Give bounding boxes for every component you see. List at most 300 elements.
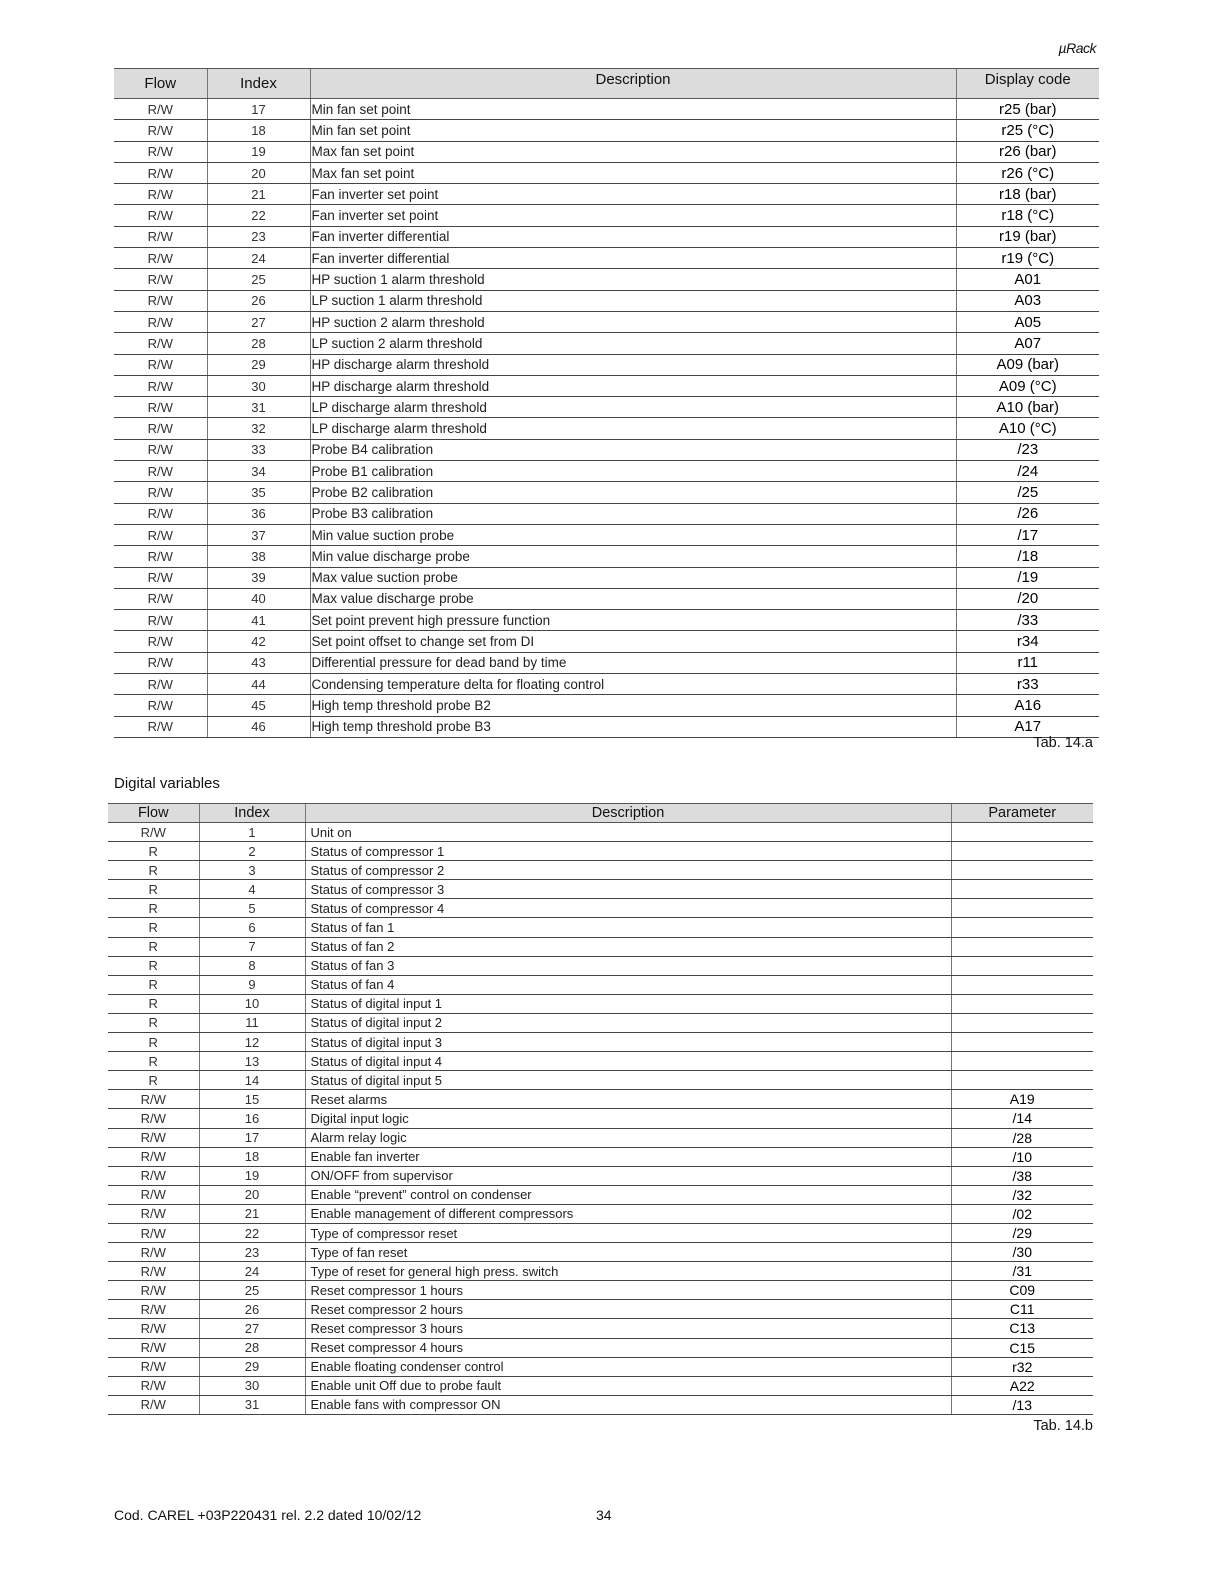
- cell-index: 17: [207, 99, 310, 120]
- cell-index: 18: [207, 120, 310, 141]
- cell-flow: R/W: [114, 397, 207, 418]
- table-row: [114, 333, 1099, 354]
- cell-flow: R/W: [108, 1281, 199, 1300]
- cell-description: Status of fan 1: [305, 918, 951, 937]
- table-row: [108, 1090, 1093, 1109]
- cell-display-code: /23: [956, 439, 1099, 460]
- cell-flow: R/W: [108, 1319, 199, 1338]
- table-row: [114, 674, 1099, 695]
- cell-index: 10: [199, 994, 305, 1013]
- table-row: [114, 418, 1099, 439]
- cell-index: 31: [207, 397, 310, 418]
- footer-page-number: 34: [596, 1507, 612, 1523]
- table-row: [114, 290, 1099, 311]
- table-row: [114, 716, 1099, 737]
- cell-index: 29: [199, 1357, 305, 1376]
- column-header-description: Description: [310, 69, 956, 99]
- cell-display-code: /25: [956, 482, 1099, 503]
- cell-index: 17: [199, 1128, 305, 1147]
- cell-index: 18: [199, 1147, 305, 1166]
- table-row: [114, 162, 1099, 183]
- cell-index: 5: [199, 899, 305, 918]
- cell-description: Type of fan reset: [305, 1243, 951, 1262]
- cell-index: 13: [199, 1052, 305, 1071]
- cell-flow: R/W: [114, 418, 207, 439]
- cell-description: Status of compressor 3: [305, 880, 951, 899]
- table-row: [114, 695, 1099, 716]
- cell-display-code: A17: [956, 716, 1099, 737]
- table-row: [108, 880, 1093, 899]
- cell-index: 25: [199, 1281, 305, 1300]
- table-row: [114, 631, 1099, 652]
- cell-display-code: A03: [956, 290, 1099, 311]
- digital-variables-table: [108, 803, 1093, 1415]
- cell-description: Reset alarms: [305, 1090, 951, 1109]
- cell-parameter: /10: [951, 1147, 1093, 1166]
- cell-description: LP discharge alarm threshold: [310, 397, 956, 418]
- cell-description: Status of compressor 4: [305, 899, 951, 918]
- cell-parameter: /31: [951, 1262, 1093, 1281]
- cell-index: 19: [199, 1166, 305, 1185]
- cell-index: 7: [199, 937, 305, 956]
- cell-index: 15: [199, 1090, 305, 1109]
- table-row: [108, 1204, 1093, 1223]
- cell-parameter: /28: [951, 1128, 1093, 1147]
- cell-display-code: /20: [956, 588, 1099, 609]
- column-header-index: Index: [199, 804, 305, 823]
- table-row: [108, 1128, 1093, 1147]
- cell-index: 43: [207, 652, 310, 673]
- cell-display-code: r25 (bar): [956, 99, 1099, 120]
- table-row: [108, 1357, 1093, 1376]
- table-row: [108, 1281, 1093, 1300]
- cell-display-code: r18 (°C): [956, 205, 1099, 226]
- cell-description: Status of digital input 1: [305, 994, 951, 1013]
- table-row: [108, 899, 1093, 918]
- cell-parameter: [951, 899, 1093, 918]
- cell-display-code: r18 (bar): [956, 184, 1099, 205]
- cell-description: Alarm relay logic: [305, 1128, 951, 1147]
- cell-display-code: /19: [956, 567, 1099, 588]
- cell-display-code: A16: [956, 695, 1099, 716]
- cell-description: Status of compressor 2: [305, 861, 951, 880]
- cell-parameter: [951, 1033, 1093, 1052]
- cell-description: Status of digital input 2: [305, 1013, 951, 1032]
- cell-flow: R/W: [114, 610, 207, 631]
- cell-index: 25: [207, 269, 310, 290]
- table-row: [114, 610, 1099, 631]
- cell-flow: R/W: [108, 1128, 199, 1147]
- cell-parameter: C09: [951, 1281, 1093, 1300]
- table-row: [108, 1262, 1093, 1281]
- cell-description: Status of digital input 3: [305, 1033, 951, 1052]
- cell-parameter: /14: [951, 1109, 1093, 1128]
- table-row: [114, 567, 1099, 588]
- cell-flow: R/W: [108, 1243, 199, 1262]
- cell-index: 23: [207, 226, 310, 247]
- cell-flow: R/W: [114, 226, 207, 247]
- cell-description: Probe B2 calibration: [310, 482, 956, 503]
- cell-description: Type of reset for general high press. switch: [305, 1262, 951, 1281]
- digital-variables-body: [108, 823, 1093, 1415]
- cell-display-code: A10 (bar): [956, 397, 1099, 418]
- cell-display-code: r19 (bar): [956, 226, 1099, 247]
- cell-index: 21: [199, 1204, 305, 1223]
- cell-display-code: /17: [956, 524, 1099, 545]
- cell-index: 11: [199, 1013, 305, 1032]
- cell-flow: R: [108, 861, 199, 880]
- cell-flow: R/W: [114, 567, 207, 588]
- cell-description: Reset compressor 1 hours: [305, 1281, 951, 1300]
- table-row: [108, 1109, 1093, 1128]
- cell-parameter: [951, 1052, 1093, 1071]
- cell-flow: R/W: [108, 1376, 199, 1395]
- table-row: [108, 1147, 1093, 1166]
- cell-flow: R/W: [108, 1109, 199, 1128]
- analog-variables-table: [114, 68, 1099, 738]
- table-row: [114, 503, 1099, 524]
- cell-description: Max value suction probe: [310, 567, 956, 588]
- cell-flow: R/W: [114, 99, 207, 120]
- cell-display-code: /18: [956, 546, 1099, 567]
- cell-index: 29: [207, 354, 310, 375]
- cell-display-code: /24: [956, 461, 1099, 482]
- column-header-parameter: Parameter: [951, 804, 1093, 823]
- cell-flow: R/W: [114, 205, 207, 226]
- cell-flow: R/W: [108, 1395, 199, 1414]
- cell-flow: R: [108, 994, 199, 1013]
- cell-index: 30: [199, 1376, 305, 1395]
- cell-index: 16: [199, 1109, 305, 1128]
- cell-description: HP suction 2 alarm threshold: [310, 311, 956, 332]
- cell-flow: R/W: [114, 588, 207, 609]
- cell-description: High temp threshold probe B3: [310, 716, 956, 737]
- cell-flow: R/W: [114, 546, 207, 567]
- cell-flow: R: [108, 975, 199, 994]
- cell-index: 8: [199, 956, 305, 975]
- cell-flow: R/W: [114, 524, 207, 545]
- cell-description: Condensing temperature delta for floating control: [310, 674, 956, 695]
- table-row: [114, 184, 1099, 205]
- table-header-row: [114, 69, 1099, 99]
- cell-parameter: [951, 880, 1093, 899]
- cell-description: LP discharge alarm threshold: [310, 418, 956, 439]
- cell-description: Enable fan inverter: [305, 1147, 951, 1166]
- cell-index: 31: [199, 1395, 305, 1414]
- table-row: [114, 482, 1099, 503]
- cell-description: Status of digital input 5: [305, 1071, 951, 1090]
- cell-flow: R/W: [114, 631, 207, 652]
- cell-parameter: [951, 1071, 1093, 1090]
- cell-description: Status of digital input 4: [305, 1052, 951, 1071]
- cell-index: 22: [207, 205, 310, 226]
- cell-parameter: /13: [951, 1395, 1093, 1414]
- cell-flow: R/W: [108, 1338, 199, 1357]
- cell-flow: R: [108, 1013, 199, 1032]
- cell-description: Reset compressor 3 hours: [305, 1319, 951, 1338]
- cell-index: 46: [207, 716, 310, 737]
- cell-index: 33: [207, 439, 310, 460]
- cell-flow: R/W: [108, 1262, 199, 1281]
- table-caption-b: Tab. 14.b: [1033, 1418, 1093, 1434]
- cell-flow: R/W: [108, 1204, 199, 1223]
- table-row: [108, 1013, 1093, 1032]
- table-row: [108, 937, 1093, 956]
- cell-index: 2: [199, 842, 305, 861]
- cell-index: 6: [199, 918, 305, 937]
- table-row: [114, 248, 1099, 269]
- cell-index: 27: [207, 311, 310, 332]
- table-row: [114, 588, 1099, 609]
- table-row: [108, 1223, 1093, 1242]
- cell-flow: R/W: [114, 652, 207, 673]
- cell-description: Status of fan 4: [305, 975, 951, 994]
- cell-index: 23: [199, 1243, 305, 1262]
- cell-display-code: A05: [956, 311, 1099, 332]
- brand-logo: µRack: [1058, 40, 1096, 56]
- cell-index: 12: [199, 1033, 305, 1052]
- section-title-digital-variables: Digital variables: [114, 775, 220, 792]
- cell-display-code: A10 (°C): [956, 418, 1099, 439]
- cell-index: 26: [207, 290, 310, 311]
- cell-flow: R/W: [108, 823, 199, 842]
- cell-description: Probe B1 calibration: [310, 461, 956, 482]
- cell-display-code: r26 (°C): [956, 162, 1099, 183]
- cell-parameter: [951, 861, 1093, 880]
- cell-parameter: [951, 975, 1093, 994]
- cell-display-code: r33: [956, 674, 1099, 695]
- cell-description: Fan inverter set point: [310, 205, 956, 226]
- table-row: [114, 439, 1099, 460]
- table-row: [114, 269, 1099, 290]
- cell-description: Set point offset to change set from DI: [310, 631, 956, 652]
- cell-flow: R/W: [114, 439, 207, 460]
- cell-description: Type of compressor reset: [305, 1223, 951, 1242]
- cell-description: LP suction 1 alarm threshold: [310, 290, 956, 311]
- cell-parameter: r32: [951, 1357, 1093, 1376]
- cell-description: Reset compressor 2 hours: [305, 1300, 951, 1319]
- cell-index: 30: [207, 375, 310, 396]
- cell-index: 24: [199, 1262, 305, 1281]
- cell-description: Enable fans with compressor ON: [305, 1395, 951, 1414]
- cell-description: Probe B3 calibration: [310, 503, 956, 524]
- cell-description: Enable management of different compressors: [305, 1204, 951, 1223]
- cell-parameter: C15: [951, 1338, 1093, 1357]
- cell-flow: R/W: [114, 695, 207, 716]
- cell-description: Fan inverter differential: [310, 248, 956, 269]
- cell-index: 9: [199, 975, 305, 994]
- cell-display-code: r11: [956, 652, 1099, 673]
- cell-parameter: [951, 994, 1093, 1013]
- table-row: [108, 1319, 1093, 1338]
- cell-description: Max value discharge probe: [310, 588, 956, 609]
- cell-flow: R/W: [114, 674, 207, 695]
- cell-index: 38: [207, 546, 310, 567]
- table-row: [108, 1052, 1093, 1071]
- table-row: [108, 1071, 1093, 1090]
- cell-flow: R/W: [108, 1223, 199, 1242]
- column-header-description: Description: [305, 804, 951, 823]
- table-row: [108, 823, 1093, 842]
- cell-index: 27: [199, 1319, 305, 1338]
- cell-flow: R: [108, 937, 199, 956]
- cell-index: 44: [207, 674, 310, 695]
- cell-parameter: /32: [951, 1185, 1093, 1204]
- cell-flow: R/W: [114, 375, 207, 396]
- analog-variables-body: [114, 99, 1099, 738]
- cell-flow: R: [108, 1052, 199, 1071]
- cell-index: 3: [199, 861, 305, 880]
- cell-index: 4: [199, 880, 305, 899]
- table-row: [108, 956, 1093, 975]
- cell-display-code: A09 (bar): [956, 354, 1099, 375]
- cell-flow: R/W: [114, 333, 207, 354]
- table-row: [114, 141, 1099, 162]
- cell-description: Differential pressure for dead band by time: [310, 652, 956, 673]
- column-header-display-code: Display code: [956, 69, 1099, 99]
- cell-flow: R: [108, 956, 199, 975]
- cell-flow: R/W: [114, 354, 207, 375]
- cell-flow: R: [108, 899, 199, 918]
- cell-flow: R/W: [114, 120, 207, 141]
- column-header-flow: Flow: [114, 69, 207, 99]
- cell-index: 20: [207, 162, 310, 183]
- cell-index: 14: [199, 1071, 305, 1090]
- table-row: [108, 861, 1093, 880]
- cell-index: 39: [207, 567, 310, 588]
- cell-description: Probe B4 calibration: [310, 439, 956, 460]
- cell-index: 24: [207, 248, 310, 269]
- cell-parameter: A22: [951, 1376, 1093, 1395]
- cell-display-code: r25 (°C): [956, 120, 1099, 141]
- table-row: [108, 1185, 1093, 1204]
- cell-flow: R/W: [114, 716, 207, 737]
- cell-description: High temp threshold probe B2: [310, 695, 956, 716]
- cell-parameter: C13: [951, 1319, 1093, 1338]
- cell-display-code: /33: [956, 610, 1099, 631]
- cell-description: Status of fan 3: [305, 956, 951, 975]
- table-row: [108, 1376, 1093, 1395]
- cell-description: Set point prevent high pressure function: [310, 610, 956, 631]
- cell-index: 21: [207, 184, 310, 205]
- cell-parameter: A19: [951, 1090, 1093, 1109]
- cell-index: 36: [207, 503, 310, 524]
- cell-flow: R/W: [114, 482, 207, 503]
- cell-index: 42: [207, 631, 310, 652]
- cell-index: 26: [199, 1300, 305, 1319]
- table-caption-a: Tab. 14.a: [1033, 735, 1093, 751]
- cell-description: Max fan set point: [310, 141, 956, 162]
- cell-index: 40: [207, 588, 310, 609]
- table-row: [114, 226, 1099, 247]
- cell-parameter: /38: [951, 1166, 1093, 1185]
- cell-flow: R: [108, 880, 199, 899]
- table-row: [108, 994, 1093, 1013]
- cell-flow: R: [108, 918, 199, 937]
- cell-flow: R/W: [114, 162, 207, 183]
- table-row: [108, 1395, 1093, 1414]
- cell-parameter: [951, 956, 1093, 975]
- cell-description: Enable unit Off due to probe fault: [305, 1376, 951, 1395]
- table-row: [114, 205, 1099, 226]
- table-row: [108, 918, 1093, 937]
- cell-index: 19: [207, 141, 310, 162]
- cell-flow: R: [108, 842, 199, 861]
- cell-flow: R/W: [114, 248, 207, 269]
- cell-flow: R/W: [108, 1357, 199, 1376]
- cell-flow: R/W: [114, 311, 207, 332]
- table-row: [114, 397, 1099, 418]
- cell-parameter: [951, 823, 1093, 842]
- cell-flow: R/W: [114, 503, 207, 524]
- cell-description: Status of fan 2: [305, 937, 951, 956]
- cell-flow: R/W: [108, 1300, 199, 1319]
- cell-index: 22: [199, 1223, 305, 1242]
- cell-description: Enable “prevent” control on condenser: [305, 1185, 951, 1204]
- cell-description: HP discharge alarm threshold: [310, 375, 956, 396]
- cell-display-code: A09 (°C): [956, 375, 1099, 396]
- column-header-index: Index: [207, 69, 310, 99]
- cell-parameter: C11: [951, 1300, 1093, 1319]
- cell-description: Enable floating condenser control: [305, 1357, 951, 1376]
- table-row: [114, 652, 1099, 673]
- cell-display-code: r26 (bar): [956, 141, 1099, 162]
- cell-display-code: A01: [956, 269, 1099, 290]
- table-row: [108, 1166, 1093, 1185]
- table-row: [108, 1300, 1093, 1319]
- cell-parameter: /29: [951, 1223, 1093, 1242]
- cell-description: Min fan set point: [310, 120, 956, 141]
- cell-parameter: [951, 918, 1093, 937]
- cell-index: 35: [207, 482, 310, 503]
- cell-parameter: /02: [951, 1204, 1093, 1223]
- cell-index: 45: [207, 695, 310, 716]
- table-header-row: [108, 804, 1093, 823]
- cell-parameter: [951, 842, 1093, 861]
- footer-document-code: Cod. CAREL +03P220431 rel. 2.2 dated 10/02/12: [114, 1507, 422, 1523]
- cell-flow: R/W: [108, 1166, 199, 1185]
- table-row: [108, 1033, 1093, 1052]
- cell-flow: R/W: [114, 141, 207, 162]
- cell-index: 28: [207, 333, 310, 354]
- cell-display-code: r34: [956, 631, 1099, 652]
- cell-parameter: [951, 937, 1093, 956]
- cell-description: Min value suction probe: [310, 524, 956, 545]
- cell-flow: R/W: [114, 461, 207, 482]
- cell-description: Unit on: [305, 823, 951, 842]
- cell-description: Fan inverter set point: [310, 184, 956, 205]
- table-row: [114, 546, 1099, 567]
- cell-flow: R: [108, 1071, 199, 1090]
- cell-flow: R/W: [108, 1147, 199, 1166]
- cell-index: 32: [207, 418, 310, 439]
- table-row: [108, 842, 1093, 861]
- cell-flow: R/W: [114, 269, 207, 290]
- cell-display-code: A07: [956, 333, 1099, 354]
- cell-description: Max fan set point: [310, 162, 956, 183]
- cell-display-code: /26: [956, 503, 1099, 524]
- cell-description: Fan inverter differential: [310, 226, 956, 247]
- table-row: [114, 311, 1099, 332]
- table-row: [108, 975, 1093, 994]
- cell-index: 20: [199, 1185, 305, 1204]
- cell-index: 41: [207, 610, 310, 631]
- cell-description: LP suction 2 alarm threshold: [310, 333, 956, 354]
- cell-description: Min value discharge probe: [310, 546, 956, 567]
- table-row: [114, 524, 1099, 545]
- cell-flow: R/W: [114, 290, 207, 311]
- table-row: [108, 1243, 1093, 1262]
